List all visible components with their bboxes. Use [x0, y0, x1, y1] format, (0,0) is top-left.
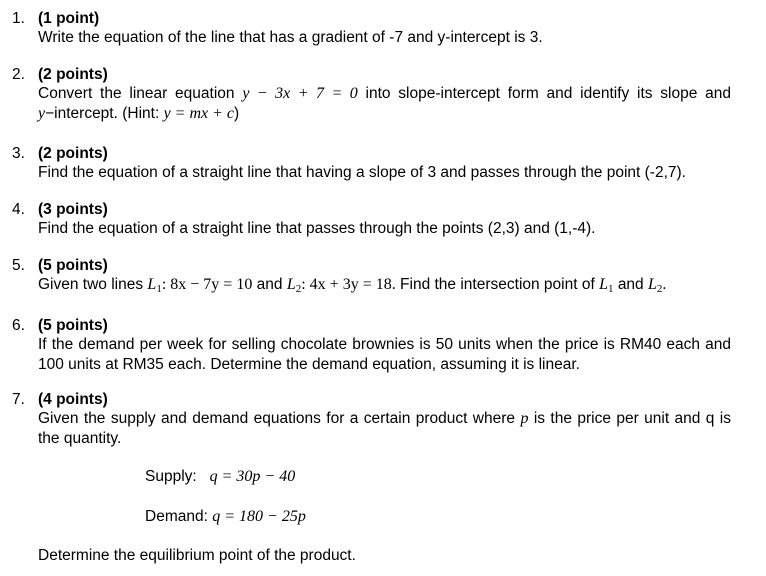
supply-equation — [145, 467, 295, 487]
question-number: 5. — [12, 257, 25, 274]
question-points: (2 points) — [38, 145, 108, 162]
math-expression: y = mx + c — [163, 105, 235, 122]
question-number: 1. — [12, 10, 25, 27]
question-7-instruction: Determine the equilibrium point of the product. — [38, 547, 356, 564]
question-points: (1 point) — [38, 10, 100, 27]
question-text: Write the equation of the line that has a gradient of -7 and y-intercept is 3. — [38, 29, 543, 46]
question-text: Find the equation of a straight line that passes through the points (2,3) and (1,-4). — [38, 220, 596, 237]
math-expression: : 8x − 7y = 10 — [161, 276, 253, 293]
math-expression: p — [520, 410, 529, 427]
question-points: (2 points) — [38, 66, 108, 83]
question-points: (3 points) — [38, 201, 108, 218]
question-text: If the demand per week for selling chocolate brownies is 50 units when the price is RM40 each and 100 units at RM35 each. Determine the demand equation, assuming it is linear. — [38, 336, 731, 373]
supply-label: Supply: — [145, 468, 197, 485]
question-points: (5 points) — [38, 317, 108, 334]
question-points: (4 points) — [38, 391, 108, 408]
question-text: Given the supply and demand equations for a certain product where p is the price per unit and q is the quantity. — [38, 410, 732, 447]
question-number: 2. — [12, 66, 25, 83]
question-text: Given two lines L1: 8x − 7y = 10 and L2: 4x + 3y = 18. Find the intersection point of L1 and L2. — [38, 276, 667, 295]
math-expression: q = 180 − 25p — [212, 508, 306, 525]
math-expression: : 4x + 3y = 18. — [301, 276, 396, 293]
question-number: 7. — [12, 391, 25, 408]
question-number: 3. — [12, 145, 25, 162]
demand-equation — [145, 507, 306, 527]
math-expression: y − 3x + 7 = 0 — [242, 85, 358, 102]
question-text: Find the equation of a straight line that having a slope of 3 and passes through the point (-2,7). — [38, 164, 686, 181]
question-number: 6. — [12, 317, 25, 334]
question-text: Convert the linear equation y − 3x + 7 = 0 into slope-intercept form and identify its slope and y−intercept. (Hint: y = mx + c) — [38, 85, 731, 122]
question-number: 4. — [12, 201, 25, 218]
question-points: (5 points) — [38, 257, 108, 274]
demand-label: Demand: — [145, 508, 208, 525]
math-expression: y — [38, 105, 46, 122]
math-expression: q = 30p − 40 — [209, 468, 296, 485]
